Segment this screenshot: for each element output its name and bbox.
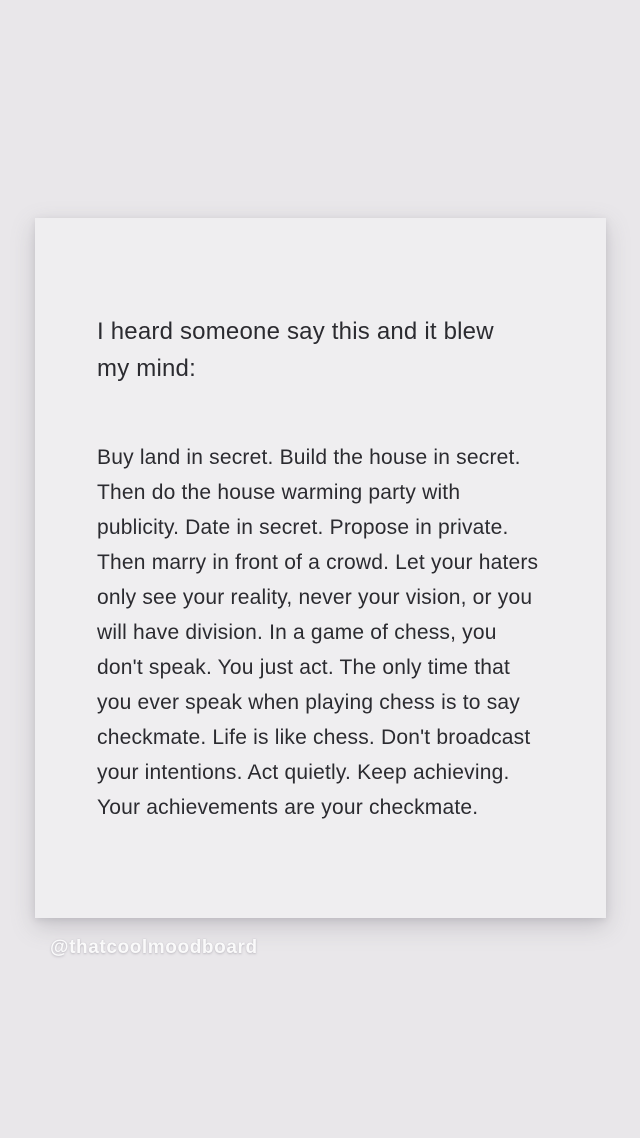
quote-line: only see your reality, never your vision, or you (97, 586, 533, 609)
quote-line: don't speak. You just act. The only time that (97, 656, 511, 679)
quote-line: your intentions. Act quietly. Keep achieving. (97, 761, 510, 784)
quote-body (97, 440, 566, 825)
quote-line: publicity. Date in secret. Propose in private. (97, 516, 509, 539)
quote-card (35, 218, 606, 918)
quote-line: Buy land in secret. Build the house in secret. (97, 446, 521, 469)
quote-line: you ever speak when playing chess is to say (97, 691, 520, 714)
watermark-handle: @thatcoolmoodboard (50, 937, 258, 958)
quote-line: will have division. In a game of chess, you (97, 621, 497, 644)
quote-line: Your achievements are your checkmate. (97, 796, 479, 819)
quote-line: Then do the house warming party with (97, 481, 461, 504)
quote-line: checkmate. Life is like chess. Don't broadcast (97, 726, 531, 749)
quote-heading-line: I heard someone say this and it blew (97, 318, 494, 345)
quote-line: Then marry in front of a crowd. Let your haters (97, 551, 539, 574)
quote-heading-line: my mind: (97, 355, 196, 382)
quote-heading (97, 313, 566, 387)
